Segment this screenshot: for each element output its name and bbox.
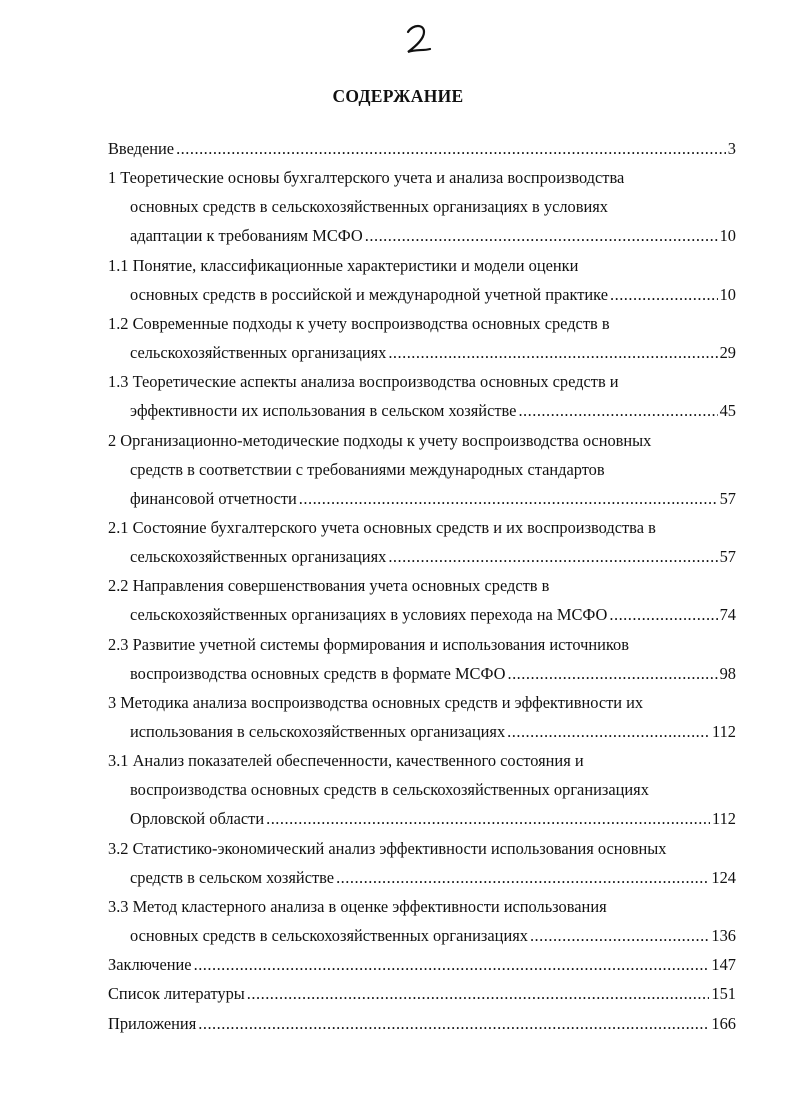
toc-entry-text: 3.3 Метод кластерного анализа в оценке эффективности использования: [108, 896, 607, 916]
toc-line: [108, 252, 736, 280]
toc-leader-dots: [507, 718, 710, 746]
toc-line: [130, 776, 736, 804]
toc-page-number: 29: [719, 343, 736, 363]
toc-line: [108, 368, 736, 396]
toc-entry-text: 2 Организационно-методические подходы к учету воспроизводства основных: [108, 430, 652, 450]
toc-line: [130, 922, 736, 950]
toc-entry-text: воспроизводства основных средств в формате МСФО: [130, 663, 506, 683]
toc-entry-text: эффективности их использования в сельском хозяйстве: [130, 401, 517, 421]
toc-entry-text: сельскохозяйственных организациях: [130, 343, 387, 363]
toc-line: [130, 660, 736, 688]
toc-page-number: 112: [712, 809, 736, 829]
toc-entry-text: Орловской области: [130, 809, 265, 829]
toc-page-number: 147: [711, 955, 736, 975]
toc-page-number: 10: [719, 284, 736, 304]
toc-entry-text: основных средств в сельскохозяйственных организациях: [130, 926, 528, 946]
toc-line: [108, 572, 736, 600]
toc-entry-text: воспроизводства основных средств в сельскохозяйственных организациях: [130, 780, 649, 800]
toc-entry-text: основных средств в российской и международной учетной практике: [130, 284, 608, 304]
toc-leader-dots: [388, 339, 717, 367]
toc-leader-dots: [198, 1010, 709, 1038]
toc-page-number: 57: [719, 488, 736, 508]
toc-entry-text: 3 Методика анализа воспроизводства основных средств и эффективности их: [108, 692, 644, 712]
toc-line: [130, 222, 736, 250]
toc-entry-text: Приложения: [108, 1013, 197, 1033]
toc-entry-text: адаптации к требованиям МСФО: [130, 226, 363, 246]
toc-line: [108, 310, 736, 338]
toc-entry-text: 1 Теоретические основы бухгалтерского учета и анализа воспроизводства: [108, 168, 625, 188]
toc-page-number: 57: [719, 547, 736, 567]
toc-line: [130, 456, 736, 484]
toc-entry-text: 3.1 Анализ показателей обеспеченности, качественного состояния и: [108, 751, 584, 771]
toc-line: [108, 1010, 736, 1038]
toc-leader-dots: [266, 805, 710, 833]
toc-line: [130, 485, 736, 513]
toc-leader-dots: [507, 660, 717, 688]
toc-line: [108, 951, 736, 979]
toc-entry-text: Заключение: [108, 955, 192, 975]
toc-entry-text: 1.2 Современные подходы к учету воспроизводства основных средств в: [108, 313, 610, 333]
toc-line: [130, 805, 736, 833]
toc-page-number: 3: [727, 139, 736, 158]
handwritten-digit-icon: [386, 22, 446, 62]
toc-entry-text: 3.2 Статистико-экономический анализ эффективности использования основных: [108, 838, 667, 858]
toc-entry-text: 2.3 Развитие учетной системы формирования и использования источников: [108, 634, 629, 654]
toc-leader-dots: [518, 397, 717, 425]
toc-leader-dots: [194, 951, 710, 979]
toc-line: [130, 864, 736, 892]
toc-page-number: 112: [712, 722, 736, 741]
toc-page-number: 166: [711, 1013, 736, 1033]
toc-entry-text: 2.2 Направления совершенствования учета основных средств в: [108, 576, 550, 596]
toc-page-number: 74: [719, 605, 736, 625]
toc-line: [108, 689, 736, 717]
toc-line: [130, 543, 736, 571]
toc-line: [108, 747, 736, 775]
toc-line: [108, 164, 736, 192]
toc-leader-dots: [609, 601, 717, 629]
toc-entry-text: 1.3 Теоретические аспекты анализа воспроизводства основных средств и: [108, 372, 619, 392]
toc-leader-dots: [247, 980, 710, 1008]
toc-page-number: 136: [711, 926, 736, 946]
toc-line: [108, 427, 736, 455]
toc-entry-text: 1.1 Понятие, классификационные характеристики и модели оценки: [108, 255, 579, 275]
toc-line: [130, 339, 736, 367]
toc-entry-text: Список литературы: [108, 984, 245, 1004]
toc-page-number: 10: [719, 226, 736, 246]
toc-leader-dots: [610, 281, 718, 309]
toc-leader-dots: [299, 485, 718, 513]
toc-entry-text: финансовой отчетности: [130, 488, 297, 508]
toc-line: [130, 281, 736, 309]
toc-leader-dots: [530, 922, 709, 950]
toc-entry-text: средств в сельском хозяйстве: [130, 867, 335, 887]
page-title: СОДЕРЖАНИЕ: [332, 86, 464, 106]
toc-line: [130, 193, 736, 221]
toc-entry-text: сельскохозяйственных организациях в условиях перехода на МСФО: [130, 605, 608, 625]
toc-line: [108, 631, 736, 659]
toc-leader-dots: [336, 864, 709, 892]
toc-line: [108, 893, 736, 921]
toc-line: [108, 514, 736, 542]
toc-line: [108, 980, 736, 1008]
toc-entry-text: Введение: [108, 139, 175, 158]
toc-leader-dots: [365, 222, 718, 250]
toc-page-number: 151: [711, 984, 736, 1004]
toc-line: [130, 397, 736, 425]
toc-line: [130, 601, 736, 629]
toc-page-number: 124: [711, 867, 736, 887]
toc-entry-text: использования в сельскохозяйственных организациях: [130, 722, 506, 741]
toc-entry-text: сельскохозяйственных организациях: [130, 547, 387, 567]
toc-entry-text: средств в соответствии с требованиями международных стандартов: [130, 459, 605, 479]
toc-entry-text: 2.1 Состояние бухгалтерского учета основных средств и их воспроизводства в: [108, 517, 656, 537]
toc-page-number: 98: [719, 663, 736, 683]
toc-page-number: 45: [719, 401, 736, 421]
toc-line: [108, 135, 736, 163]
toc-leader-dots: [388, 543, 717, 571]
handwritten-page-number: [386, 22, 446, 62]
toc-line: [108, 835, 736, 863]
toc-line: [130, 718, 736, 746]
toc-leader-dots: [176, 135, 726, 163]
toc-entry-text: основных средств в сельскохозяйственных организациях в условиях: [130, 197, 608, 217]
